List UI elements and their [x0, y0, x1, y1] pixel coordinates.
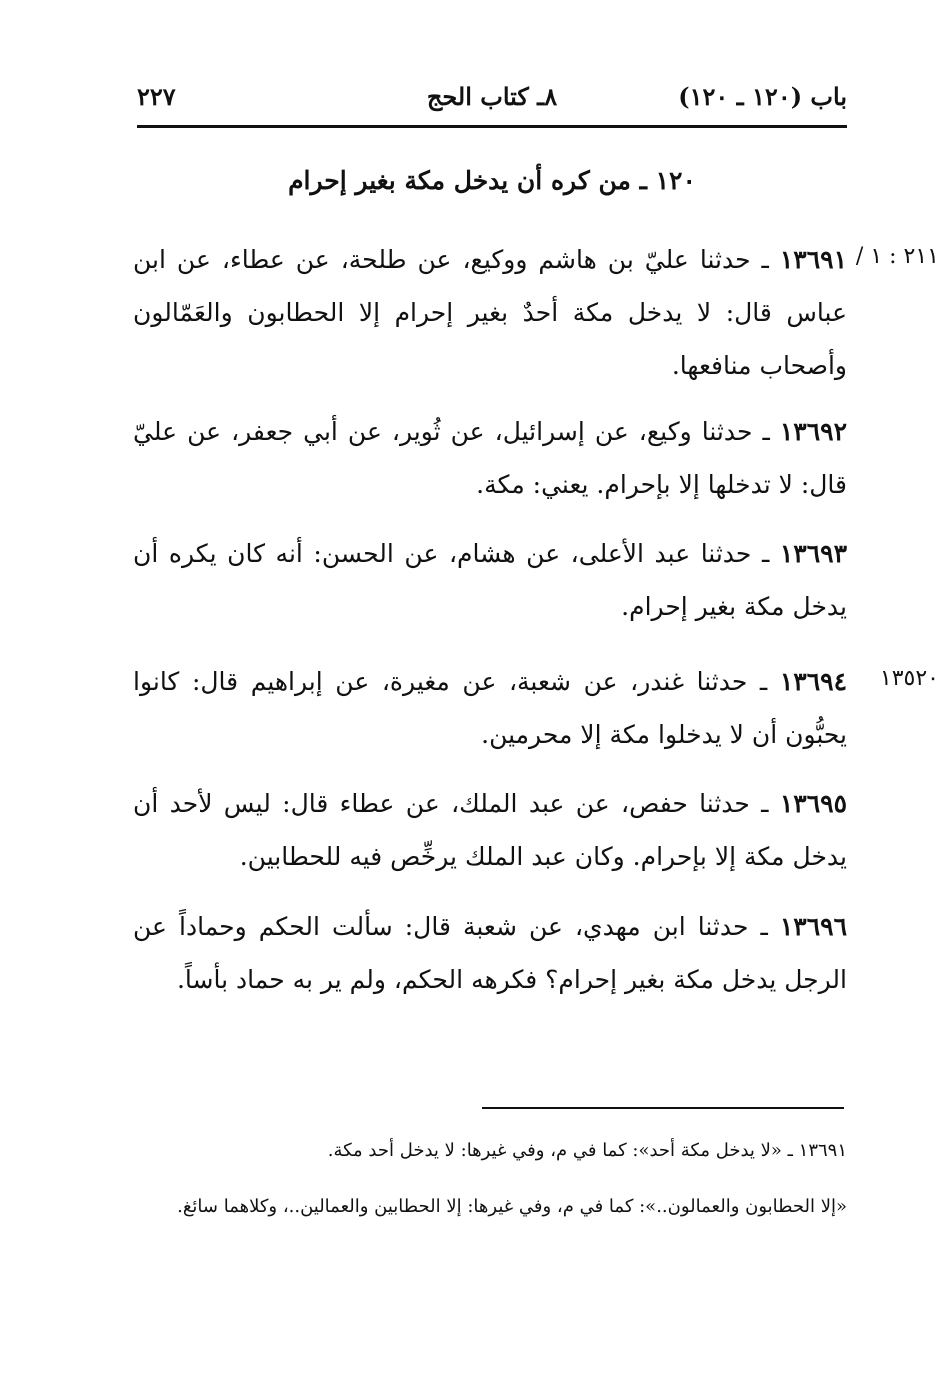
- hadith-number: ١٣٦٩٤: [779, 667, 847, 696]
- hadith-number: ١٣٦٩٦: [779, 912, 847, 941]
- margin-reference: ١٣٥٢٠: [879, 666, 939, 691]
- hadith-paragraph: [133, 233, 847, 392]
- hadith-text: ـ حدثنا غندر، عن شعبة، عن مغيرة، عن إبراهيم قال: كانوا يحبُّون أن لا يدخلوا مكة إلا محرمين.: [133, 667, 847, 749]
- chapter-title: ١٢٠ ـ من كره أن يدخل مكة بغير إحرام: [288, 166, 696, 195]
- footnote: ١٣٦٩١ ـ «لا يدخل مكة أحد»: كما في م، وفي غيرها: لا يدخل أحد مكة.: [327, 1140, 847, 1161]
- header-rule: [137, 125, 847, 128]
- footnote-rule: [482, 1107, 844, 1109]
- hadith-paragraph: [133, 900, 847, 1006]
- hadith-paragraph: [133, 655, 847, 761]
- hadith-paragraph: [133, 405, 847, 511]
- hadith-number: ١٣٦٩٥: [779, 789, 847, 818]
- hadith-text: ـ حدثنا ابن مهدي، عن شعبة قال: سألت الحكم وحماداً عن الرجل يدخل مكة بغير إحرام؟ فكرهه الحكم، ولم ير به حماد بأساً.: [133, 912, 847, 994]
- hadith-text: ـ حدثنا وكيع، عن إسرائيل، عن ثُوير، عن أبي جعفر، عن عليّ قال: لا تدخلها إلا بإحرام. يعني: مكة.: [133, 417, 847, 499]
- hadith-number: ١٣٦٩٣: [779, 539, 847, 568]
- margin-reference: ٢١١ : ١ /: [855, 244, 939, 269]
- page-number: ٢٢٧: [137, 82, 176, 111]
- header-book-title: ٨ـ كتاب الحج: [426, 82, 558, 111]
- header-section-range: باب (١٢٠ ـ ١٢٠): [678, 82, 847, 111]
- footnote: «إلا الحطابون والعمالون..»: كما في م، وفي غيرها: إلا الحطابين والعمالين..، وكلاهما سائغ.: [177, 1196, 847, 1217]
- hadith-text: ـ حدثنا حفص، عن عبد الملك، عن عطاء قال: ليس لأحد أن يدخل مكة إلا بإحرام. وكان عبد الملك يرخِّص فيه للحطابين.: [133, 789, 847, 871]
- hadith-text: ـ حدثنا عليّ بن هاشم ووكيع، عن طلحة، عن عطاء، عن ابن عباس قال: لا يدخل مكة أحدٌ بغير إحرام إلا الحطابون والعَمّالون وأصحاب منافعها.: [133, 245, 847, 380]
- running-header: [137, 82, 847, 122]
- hadith-paragraph: [133, 777, 847, 883]
- hadith-text: ـ حدثنا عبد الأعلى، عن هشام، عن الحسن: أنه كان يكره أن يدخل مكة بغير إحرام.: [133, 539, 847, 621]
- hadith-paragraph: [133, 527, 847, 633]
- hadith-number: ١٣٦٩١: [779, 245, 848, 274]
- hadith-number: ١٣٦٩٢: [779, 417, 847, 446]
